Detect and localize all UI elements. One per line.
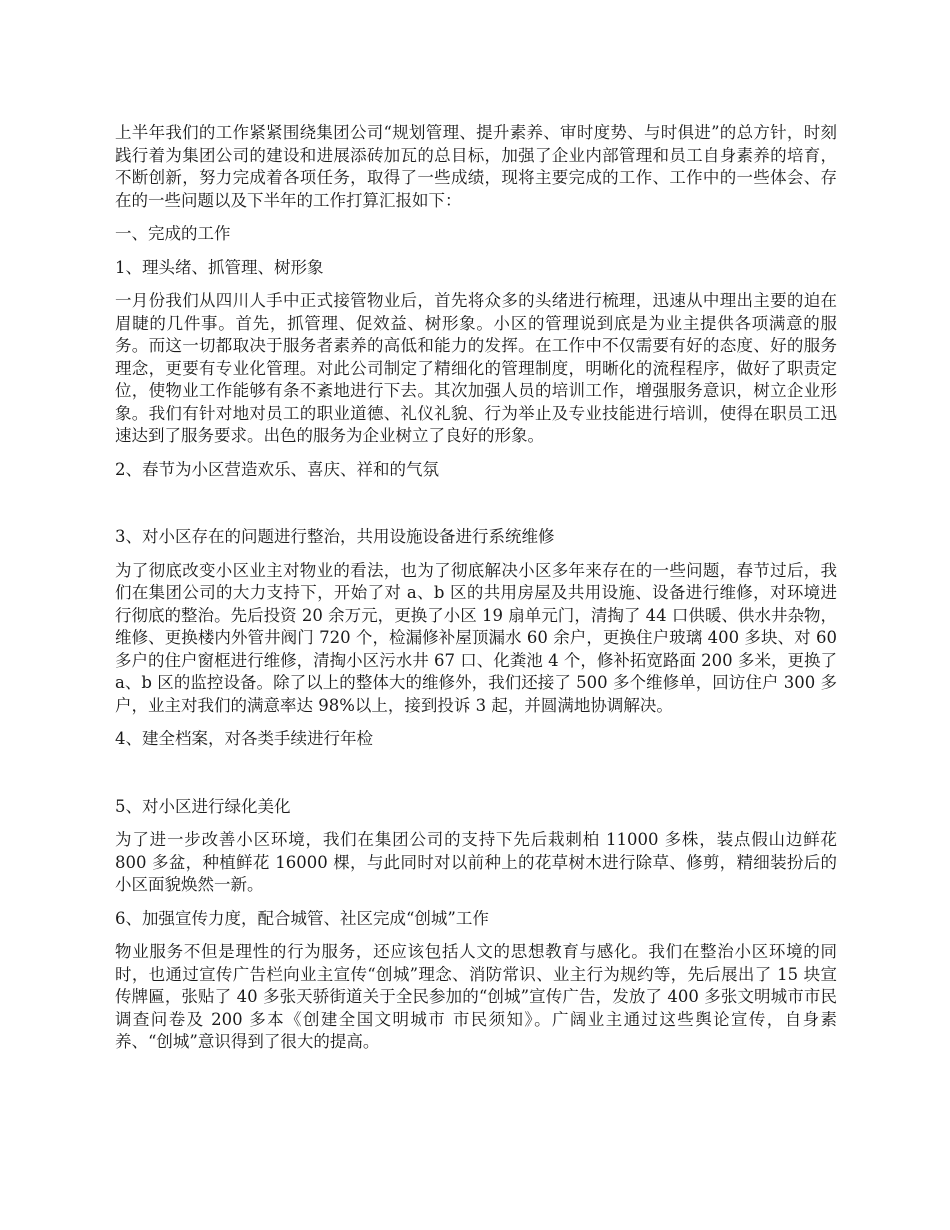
section-title-completed-work: 一、完成的工作 xyxy=(115,224,231,243)
item-3-title: 3、对小区存在的问题进行整治，共用设施设备进行系统维修 xyxy=(115,527,555,546)
item-3-body: 为了彻底改变小区业主对物业的看法，也为了彻底解决小区多年来存在的一些问题，春节过后，我们在集团公司的大力支持下，开始了对 a、b 区的共用房屋及共用设施、设备进行维修，对环境进行彻底的整治。先后投资 20 余万元，更换了小区 19 扇单元门，清掏了 44 口供暖、供水井杂物，维修、更换楼内外管井阀门 720 个，检漏修补屋顶漏水 60 余户，更换住户玻璃 400 多块、对 60 多户的住户窗框进行维修，清掏小区污水井 67 口、化粪池 4 个，修补拓宽路面 200 多米，更换了 a、b 区的监控设备。除了以上的整体大的维修外，我们还接了 500 多个维修单，回访住户 300 多户，业主对我们的满意率达 98%以上，接到投诉 3 起，并圆满地协调解决。 xyxy=(115,560,837,715)
item-6-title: 6、加强宣传力度，配合城管、社区完成“创城”工作 xyxy=(115,908,489,928)
document-page xyxy=(115,122,837,1065)
blank-gap xyxy=(115,492,837,526)
item-1-body: 一月份我们从四川人手中正式接管物业后，首先将众多的头绪进行梳理，迅速从中理出主要的迫在眉睫的几件事。首先，抓管理、促效益、树形象。小区的管理说到底是为业主提供各项满意的服务。而这一切都取决于服务者素养的高低和能力的发挥。在工作中不仅需要有好的态度、好的服务理念，更要有专业化管理。对此公司制定了精细化的管理制度，明晰化的流程程序，做好了职责定位，使物业工作能够有条不紊地进行下去。其次加强人员的培训工作，增强服务意识，树立企业形象。我们有针对地对员工的职业道德、礼仪礼貌、行为举止及专业技能进行培训，使得在职员工迅速达到了服务要求。出色的服务为企业树立了良好的形象。 xyxy=(115,291,837,445)
item-4-title: 4、建全档案，对各类手续进行年检 xyxy=(115,729,373,748)
item-5-body: 为了进一步改善小区环境，我们在集团公司的支持下先后栽刺柏 11000 多株，装点假山边鲜花 800 多盆，种植鲜花 16000 棵，与此同时对以前种上的花草树木进行除草、修剪，精细装扮后的小区面貌焕然一新。 xyxy=(115,830,837,894)
blank-gap xyxy=(115,762,837,796)
intro-paragraph: 上半年我们的工作紧紧围绕集团公司“规划管理、提升素养、审时度势、与时俱进”的总方针，时刻践行着为集团公司的建设和进展添砖加瓦的总目标，加强了企业内部管理和员工自身素养的培育，不断创新，努力完成着各项任务，取得了一些成绩，现将主要完成的工作、工作中的一些体会、存在的一些问题以及下半年的工作打算汇报如下： xyxy=(115,123,837,210)
item-1-title: 1、理头绪、抓管理、树形象 xyxy=(115,257,324,277)
item-5-title: 5、对小区进行绿化美化 xyxy=(115,796,291,816)
item-2-title: 2、春节为小区营造欢乐、喜庆、祥和的气氛 xyxy=(115,459,439,479)
item-6-body: 物业服务不但是理性的行为服务，还应该包括人文的思想教育与感化。我们在整治小区环境的同时，也通过宣传广告栏向业主宣传“创城”理念、消防常识、业主行为规约等，先后展出了 15 块宣传牌匾，张贴了 40 多张天骄街道关于全民参加的“创城”宣传广告，发放了 400 多张文明城市市民调查问卷及 200 多本《创建全国文明城市 市民须知》。广阔业主通过这些舆论宣传，自身素养、“创城”意识得到了很大的提高。 xyxy=(115,942,837,1051)
